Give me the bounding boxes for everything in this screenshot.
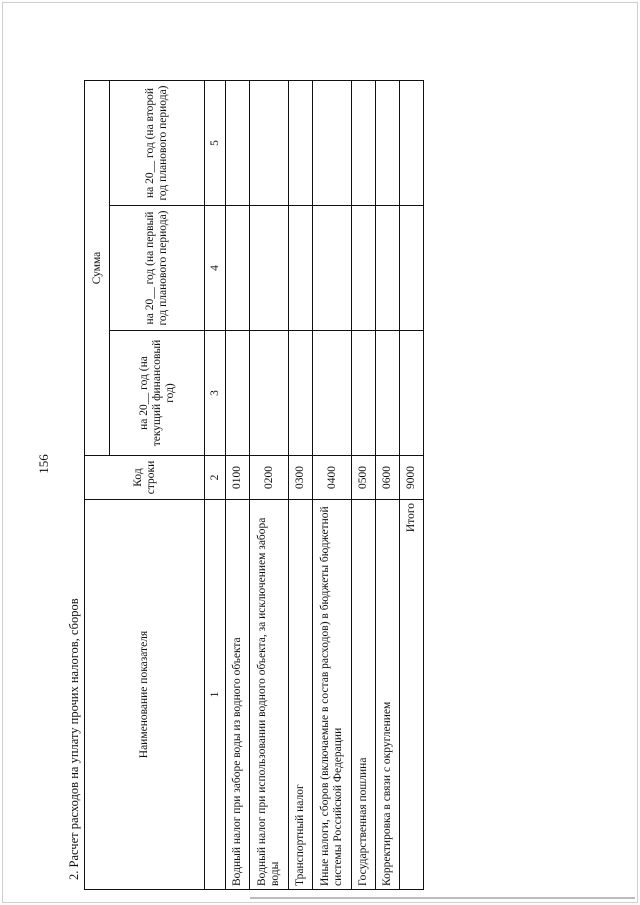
total-row <box>400 80 424 889</box>
row-code: 0300 <box>289 456 313 500</box>
value-cell[interactable] <box>352 80 376 205</box>
column-number: 3 <box>205 331 226 456</box>
header-sum: Сумма <box>85 80 110 455</box>
total-value-cell[interactable] <box>400 80 424 205</box>
row-code: 0500 <box>352 456 376 500</box>
value-cell[interactable] <box>376 80 400 205</box>
row-code: 0600 <box>376 456 400 500</box>
row-name: Водный налог при заборе воды из водного объекта <box>226 500 250 890</box>
page-number: 156 <box>36 454 51 474</box>
row-name: Транспортный налог <box>289 500 313 890</box>
row-code: 0100 <box>226 456 250 500</box>
column-numbers-row <box>205 80 226 889</box>
column-number: 4 <box>205 206 226 331</box>
header-indicator-name: Наименование показателя <box>85 500 205 890</box>
header-line-code: Код строки <box>85 456 205 500</box>
value-cell[interactable] <box>313 331 352 456</box>
column-number: 5 <box>205 80 226 205</box>
value-cell[interactable] <box>313 80 352 205</box>
rotated-content <box>64 80 417 890</box>
total-value-cell[interactable] <box>400 206 424 331</box>
row-name: Государственная пошлина <box>352 500 376 890</box>
value-cell[interactable] <box>226 206 250 331</box>
scan-edge-line <box>250 897 635 899</box>
header-period-second: на 20__ год (на второй год планового периода) <box>110 80 205 205</box>
table-row <box>352 80 376 889</box>
value-cell[interactable] <box>289 80 313 205</box>
value-cell[interactable] <box>226 331 250 456</box>
value-cell[interactable] <box>313 206 352 331</box>
total-value-cell[interactable] <box>400 331 424 456</box>
total-code: 9000 <box>400 456 424 500</box>
row-name: Водный налог при использовании водного объекта, за исключением забора воды <box>250 500 289 890</box>
row-code: 0200 <box>250 456 289 500</box>
value-cell[interactable] <box>376 331 400 456</box>
column-number: 1 <box>205 500 226 890</box>
value-cell[interactable] <box>250 206 289 331</box>
total-label: Итого <box>400 500 424 890</box>
value-cell[interactable] <box>289 206 313 331</box>
row-name: Корректировка в связи с округлением <box>376 500 400 890</box>
column-number: 2 <box>205 456 226 500</box>
table-row <box>289 80 313 889</box>
value-cell[interactable] <box>352 206 376 331</box>
value-cell[interactable] <box>352 331 376 456</box>
value-cell[interactable] <box>250 331 289 456</box>
row-code: 0400 <box>313 456 352 500</box>
table-row <box>250 80 289 889</box>
table-row <box>313 80 352 889</box>
section-heading: 2. Расчет расходов на уплату прочих налогов, сборов <box>67 598 81 880</box>
value-cell[interactable] <box>289 331 313 456</box>
value-cell[interactable] <box>250 80 289 205</box>
tax-expense-table <box>84 80 424 890</box>
header-period-first: на 20__ год (на первый год планового периода) <box>110 206 205 331</box>
value-cell[interactable] <box>376 206 400 331</box>
header-period-current: на 20__ год (на текущий финансовый год) <box>110 331 205 456</box>
table-row <box>226 80 250 889</box>
row-name: Иные налоги, сборов (включаемые в состав расходов) в бюджеты бюджетной системы Российской Федерации <box>313 500 352 890</box>
table-row <box>376 80 400 889</box>
value-cell[interactable] <box>226 80 250 205</box>
